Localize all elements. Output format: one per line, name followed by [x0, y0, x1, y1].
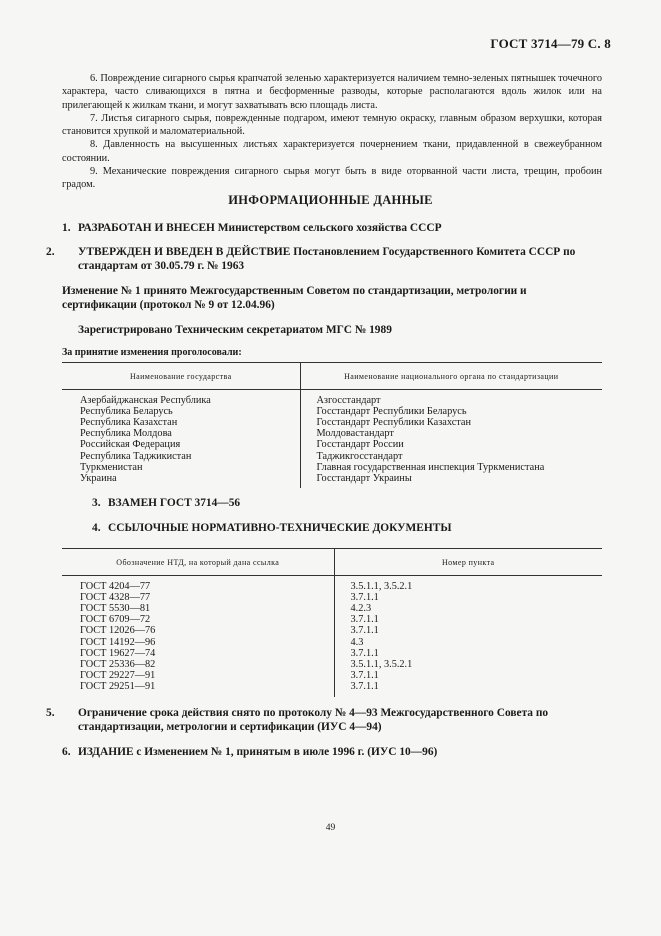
refs-col-doc: Обозначение НТД, на который дана ссылка [62, 549, 334, 576]
states-table-header [62, 363, 602, 390]
table-row [62, 439, 602, 450]
item-5-number: 5. [46, 707, 55, 719]
refs_table-cell-name: ГОСТ 4328—77 [80, 591, 151, 603]
refs-col-clause: Номер пункта [334, 549, 602, 576]
item-1 [62, 221, 602, 235]
table-row [62, 625, 602, 636]
refs_table-cell-name: ГОСТ 25336—82 [80, 658, 156, 670]
states-col-body: Наименование национального органа по стандартизации [300, 363, 602, 390]
table-row [62, 451, 602, 462]
refs_table-cell-value: 3.5.1.1, 3.5.2.1 [334, 659, 602, 670]
paragraph-8: 8. Давленность на высушенных листьях характеризуется почернением ткани, придавленной в свежеубранном состоянии. [62, 139, 602, 164]
table-row [62, 603, 602, 614]
registration-note: Зарегистрировано Техническим секретариатом МГС № 1989 [78, 324, 392, 336]
paragraph-9: 9. Механические повреждения сигарного сырья могут быть в виде оторванной части листа, трещин, пробоин градом. [62, 166, 602, 191]
refs_table-cell-name: ГОСТ 12026—76 [80, 625, 156, 637]
voted-label: За принятие изменения проголосовали: [62, 347, 242, 358]
refs_table-cell-name: ГОСТ 6709—72 [80, 614, 151, 626]
paragraph-7: 7. Листья сигарного сырья, поврежденные подгаром, имеют темную окраску, главным образом верхушки, которая становится хрупкой и маломатериальной. [62, 112, 602, 138]
refs_table-cell-name: ГОСТ 29251—91 [80, 681, 156, 693]
refs_table-cell-value: 4.3 [334, 637, 602, 648]
states_table-cell-name: Республика Таджикистан [80, 450, 192, 462]
table-row [62, 581, 602, 592]
item-3 [92, 496, 632, 510]
table-row [62, 428, 602, 439]
table-row [62, 614, 602, 625]
table-row [62, 648, 602, 659]
page-header: ГОСТ 3714—79 С. 8 [490, 36, 611, 51]
table-row [62, 670, 602, 681]
states_table-cell-name: Республика Молдова [80, 428, 172, 440]
item-1-text: РАЗРАБОТАН И ВНЕСЕН Министерством сельского хозяйства СССР [78, 222, 442, 234]
table-row [62, 592, 602, 603]
states_table-cell-value: Госстандарт Республики Казахстан [300, 417, 602, 428]
refs-table [62, 548, 602, 697]
section-title: ИНФОРМАЦИОННЫЕ ДАННЫЕ [228, 193, 433, 207]
paragraph-6: 6. Повреждение сигарного сырья крапчатой зеленью характеризуется наличием темно-зеленых пятнышек точечного характера, часто сливающихся в пятна и бесформенные разводы, которые располагаются вдоль жилок или на прилегающей к жилкам ткани, и могут захватывать всю площадь листа. [62, 73, 602, 111]
table-row [62, 659, 602, 670]
refs_table-cell-value: 3.5.1.1, 3.5.2.1 [334, 581, 602, 592]
table-row [62, 406, 602, 417]
states_table-cell-name: Республика Беларусь [80, 405, 173, 417]
item-4 [92, 521, 632, 535]
table-row [62, 462, 602, 473]
table-row [62, 637, 602, 648]
states_table-cell-value: Молдовастандарт [300, 428, 602, 439]
refs_table-cell-value: 3.7.1.1 [334, 614, 602, 625]
states-col-state: Наименование государства [62, 363, 300, 390]
item-6-number: 6. [62, 746, 71, 758]
table-row [62, 473, 602, 484]
refs_table-cell-value: 3.7.1.1 [334, 670, 602, 681]
states_table-cell-value: Госстандарт Республики Беларусь [300, 406, 602, 417]
refs-table-header [62, 549, 602, 576]
paragraphs-block [62, 72, 602, 192]
refs_table-cell-value: 3.7.1.1 [334, 681, 602, 692]
item-6-text: ИЗДАНИЕ с Изменением № 1, принятым в июле 1996 г. (ИУС 10—96) [78, 746, 438, 758]
refs_table-cell-value: 3.7.1.1 [334, 592, 602, 603]
states_table-cell-value: Азгосстандарт [300, 395, 602, 406]
states_table-cell-value: Госстандарт России [300, 439, 602, 450]
table-row [62, 484, 602, 488]
item-2-text: УТВЕРЖДЕН И ВВЕДЕН В ДЕЙСТВИЕ Постановлением Государственного Комитета СССР по стандартам от 30.05.79 г. № 1963 [78, 246, 576, 272]
page-number: 49 [325, 823, 336, 833]
item-2-number: 2. [46, 246, 55, 258]
states_table-cell-value: Таджикгосстандарт [300, 451, 602, 462]
states-table [62, 362, 602, 488]
refs_table-cell-value: 3.7.1.1 [334, 648, 602, 659]
table-row [62, 395, 602, 406]
item-4-text: ССЫЛОЧНЫЕ НОРМАТИВНО-ТЕХНИЧЕСКИЕ ДОКУМЕНТЫ [108, 522, 452, 534]
states_table-cell-name: Азербайджанская Республика [80, 394, 211, 406]
refs_table-cell-name: ГОСТ 29227—91 [80, 670, 156, 682]
table-row [62, 693, 602, 697]
refs_table-cell-value: 4.2.3 [334, 603, 602, 614]
item-3-number: 3. [92, 497, 101, 509]
table-row [62, 417, 602, 428]
item-5 [46, 706, 602, 734]
item-5-text: Ограничение срока действия снято по протоколу № 4—93 Межгосударственного Совета по стандартизации, метрологии и сертификации (ИУС 4—94) [78, 707, 549, 733]
states_table-cell-value: Главная государственная инспекция Туркменистана [300, 462, 602, 473]
refs_table-cell-name: ГОСТ 4204—77 [80, 580, 151, 592]
refs_table-cell-name: ГОСТ 19627—74 [80, 647, 156, 659]
item-2 [46, 245, 602, 273]
refs_table-cell-name: ГОСТ 5530—81 [80, 602, 151, 614]
refs_table-cell-name: ГОСТ 14192—96 [80, 636, 156, 648]
item-3-text: ВЗАМЕН ГОСТ 3714—56 [108, 497, 241, 509]
table-row [62, 681, 602, 692]
states_table-cell-name: Российская Федерация [80, 439, 181, 451]
item-1-number: 1. [62, 222, 71, 234]
states_table-cell-name: Туркменистан [80, 461, 143, 473]
states_table-cell-name: Республика Казахстан [80, 416, 178, 428]
item-6 [62, 745, 602, 759]
states_table-cell-value: Госстандарт Украины [300, 473, 602, 484]
item-4-number: 4. [92, 522, 101, 534]
refs_table-cell-value: 3.7.1.1 [334, 625, 602, 636]
states_table-cell-name: Украина [80, 472, 117, 484]
change-note: Изменение № 1 принято Межгосударственным Советом по стандартизации, метрологии и сертификации (протокол № 9 от 12.04.96) [62, 285, 527, 311]
